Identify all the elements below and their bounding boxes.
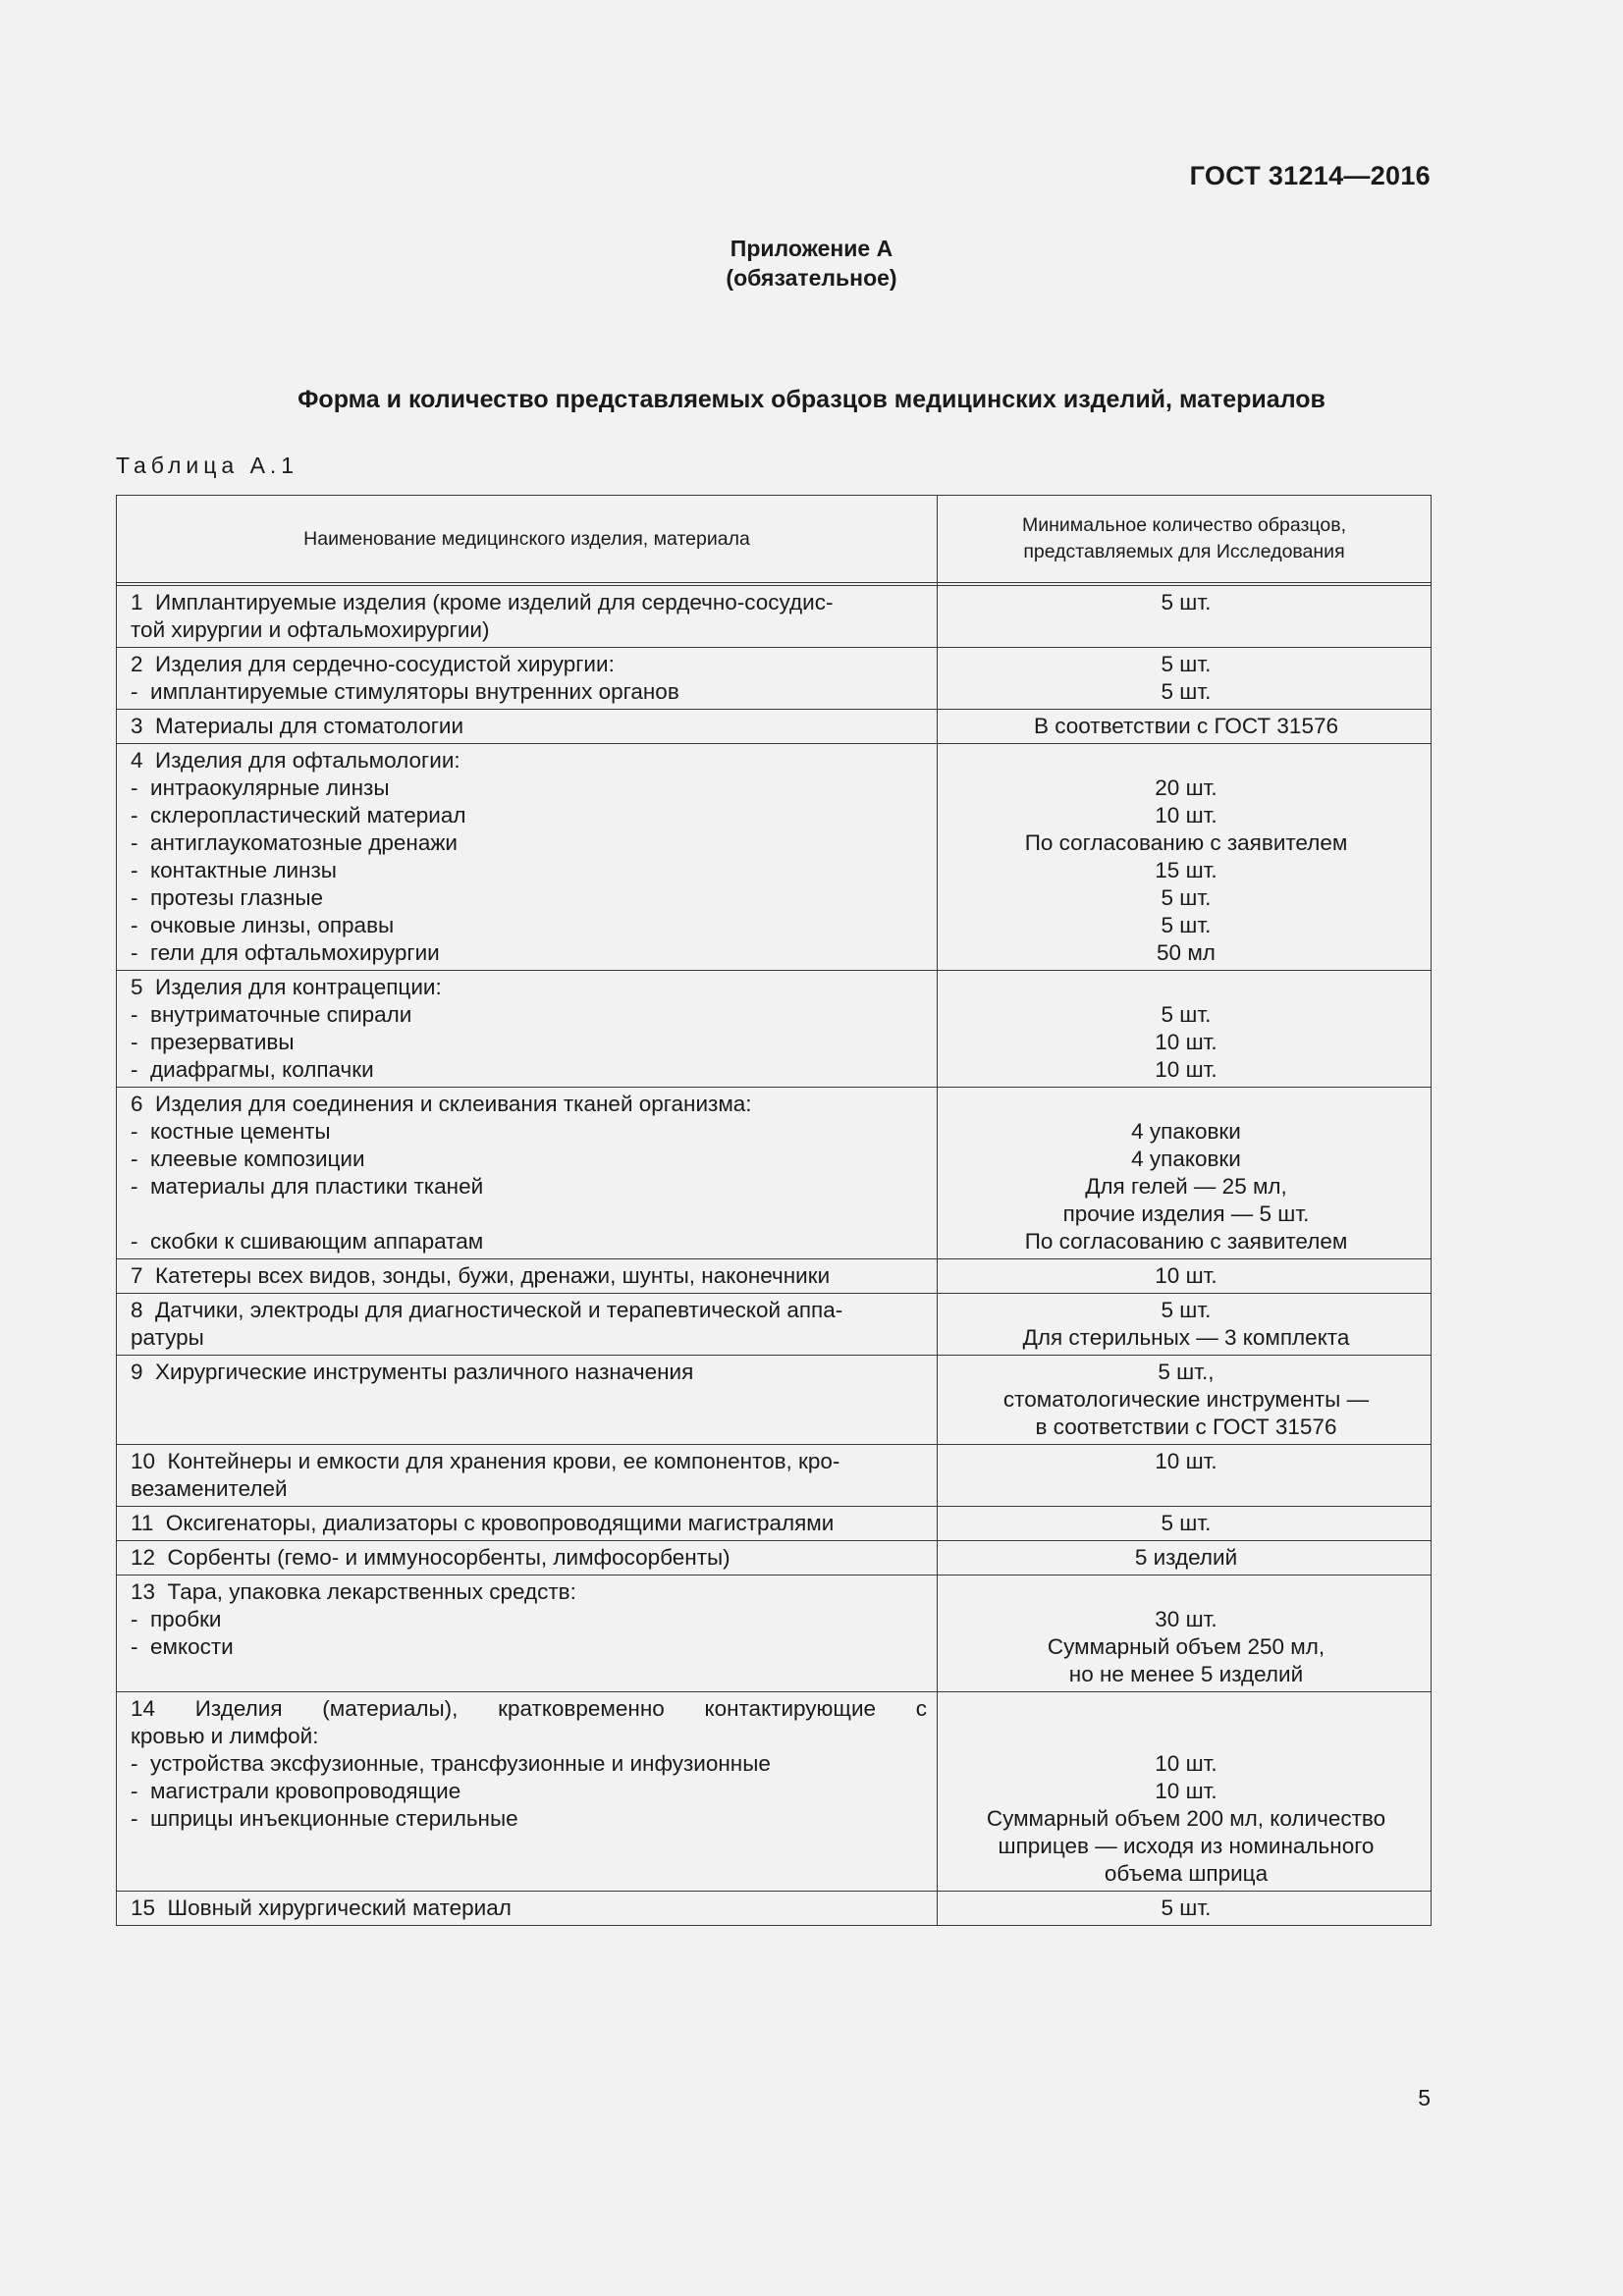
item-quantity-line: 5 изделий — [1134, 1545, 1238, 1570]
item-name-cell — [117, 1507, 938, 1541]
table-row — [117, 1294, 1432, 1356]
item-quantity-line: 50 мл — [1157, 940, 1216, 965]
item-quantity-line: 4 упаковки — [1131, 1119, 1241, 1144]
item-name-line: 14 Изделия (материалы), кратковременно контактирующие с — [131, 1696, 927, 1721]
table-row — [117, 648, 1432, 710]
item-quantity-cell — [938, 710, 1432, 744]
item-quantity-cell — [938, 1445, 1432, 1507]
item-name-cell — [117, 710, 938, 744]
item-name-line: везаменителей — [131, 1476, 288, 1501]
item-quantity-cell — [938, 586, 1432, 648]
item-quantity-line — [951, 1091, 1421, 1118]
item-quantity-line: В соответствии с ГОСТ 31576 — [1033, 714, 1338, 738]
item-name-line: - устройства эксфузионные, трансфузионные и инфузионные — [131, 1751, 771, 1776]
item-quantity-line: объема шприца — [1104, 1861, 1269, 1886]
item-name-line: - магистрали кровопроводящие — [131, 1779, 461, 1803]
item-name-line: 9 Хирургические инструменты различного назначения — [131, 1360, 694, 1384]
item-quantity-line: Для гелей — 25 мл, — [1085, 1174, 1287, 1199]
item-name-line: - пробки — [131, 1607, 222, 1631]
item-quantity-line: 5 шт. — [1161, 885, 1212, 910]
item-name-line: 4 Изделия для офтальмологии: — [131, 748, 460, 773]
column-header-quantity-line: представляемых для Исследования — [1023, 541, 1345, 562]
table-row — [117, 710, 1432, 744]
table-row — [117, 1356, 1432, 1445]
table-row — [117, 1088, 1432, 1259]
item-name-line: 10 Контейнеры и емкости для хранения крови, ее компонентов, кро- — [131, 1449, 840, 1473]
item-name-line: 1 Имплантируемые изделия (кроме изделий для сердечно-сосудис- — [131, 590, 834, 614]
table-header-row — [117, 496, 1432, 583]
item-quantity-line: 5 шт. — [1161, 1896, 1212, 1920]
item-name-line: - клеевые композиции — [131, 1147, 365, 1171]
item-quantity-line: Для стерильных — 3 комплекта — [1022, 1325, 1350, 1350]
item-name-line: - внутриматочные спирали — [131, 1002, 412, 1027]
samples-table — [116, 495, 1432, 1926]
item-quantity-cell — [938, 1294, 1432, 1356]
item-name-line: ратуры — [131, 1325, 204, 1350]
item-name-cell — [117, 1294, 938, 1356]
item-quantity-line: Суммарный объем 200 мл, количество — [986, 1806, 1386, 1831]
item-name-cell — [117, 648, 938, 710]
item-name-line: 12 Сорбенты (гемо- и иммуносорбенты, лимфосорбенты) — [131, 1545, 730, 1570]
item-quantity-line: 5 шт. — [1161, 913, 1212, 937]
page-number: 5 — [1418, 2085, 1431, 2110]
item-quantity-line: 5 шт. — [1161, 590, 1212, 614]
item-quantity-cell — [938, 1892, 1432, 1926]
item-name-line: 6 Изделия для соединения и склеивания тканей организма: — [131, 1092, 752, 1116]
item-quantity-line — [951, 1578, 1421, 1606]
item-quantity-line — [951, 747, 1421, 774]
item-quantity-line: 10 шт. — [1155, 1030, 1217, 1054]
item-name-line: - костные цементы — [131, 1119, 331, 1144]
item-name-cell — [117, 1575, 938, 1692]
item-quantity-line — [951, 1723, 1421, 1750]
item-quantity-line: 15 шт. — [1155, 858, 1217, 882]
item-quantity-cell — [938, 1692, 1432, 1892]
item-name-line: - скобки к сшивающим аппаратам — [131, 1229, 484, 1254]
item-quantity-line: 5 шт. — [1161, 679, 1212, 704]
item-name-cell — [117, 1356, 938, 1445]
column-header-quantity — [938, 496, 1432, 583]
table-row — [117, 971, 1432, 1088]
item-name-line: - емкости — [131, 1634, 234, 1659]
table-row — [117, 1259, 1432, 1294]
item-quantity-line — [951, 1695, 1421, 1723]
item-name-line: - диафрагмы, колпачки — [131, 1057, 374, 1082]
item-quantity-line: 4 упаковки — [1131, 1147, 1241, 1171]
item-quantity-line: 10 шт. — [1155, 1449, 1217, 1473]
table-caption: Таблица А.1 — [116, 453, 299, 478]
table-row — [117, 1507, 1432, 1541]
item-name-line: 15 Шовный хирургический материал — [131, 1896, 512, 1920]
item-quantity-line: шприцев — исходя из номинального — [998, 1834, 1375, 1858]
item-name-line: - гели для офтальмохирургии — [131, 940, 440, 965]
item-name-line: 8 Датчики, электроды для диагностической и терапевтической аппа- — [131, 1298, 843, 1322]
item-name-line: - имплантируемые стимуляторы внутренних органов — [131, 679, 679, 704]
item-quantity-cell — [938, 971, 1432, 1088]
document-title: Форма и количество представляемых образцов медицинских изделий, материалов — [298, 386, 1325, 413]
item-quantity-line: 10 шт. — [1155, 803, 1217, 828]
item-quantity-line: 5 шт. — [1161, 1298, 1212, 1322]
item-name-cell — [117, 1445, 938, 1507]
item-name-line: - очковые линзы, оправы — [131, 913, 395, 937]
item-name-line: - протезы глазные — [131, 885, 324, 910]
item-quantity-line: 5 шт. — [1161, 1511, 1212, 1535]
item-name-line: 7 Катетеры всех видов, зонды, бужи, дренажи, шунты, наконечники — [131, 1263, 831, 1288]
item-name-line: той хирургии и офтальмохирургии) — [131, 617, 490, 642]
item-quantity-cell — [938, 1507, 1432, 1541]
item-quantity-line: 5 шт. — [1161, 652, 1212, 676]
item-name-line: 11 Оксигенаторы, диализаторы с кровопроводящими магистралями — [131, 1511, 835, 1535]
item-quantity-line: По согласованию с заявителем — [1024, 1229, 1348, 1254]
item-name-line: 13 Тара, упаковка лекарственных средств: — [131, 1579, 576, 1604]
item-name-line: - материалы для пластики тканей — [131, 1174, 484, 1199]
item-quantity-line: По согласованию с заявителем — [1024, 830, 1348, 855]
item-name-line: 5 Изделия для контрацепции: — [131, 975, 442, 999]
item-name-cell — [117, 1892, 938, 1926]
item-name-cell — [117, 971, 938, 1088]
column-header-name: Наименование медицинского изделия, материала — [117, 496, 938, 583]
item-quantity-line: 10 шт. — [1155, 1779, 1217, 1803]
appendix-title: Приложение А — [730, 236, 893, 261]
table-row — [117, 1575, 1432, 1692]
item-quantity-line: 5 шт., — [1158, 1360, 1215, 1384]
standard-number: ГОСТ 31214—2016 — [1189, 161, 1431, 190]
item-quantity-cell — [938, 1541, 1432, 1575]
table-row — [117, 1541, 1432, 1575]
item-name-line: 3 Материалы для стоматологии — [131, 714, 464, 738]
column-header-quantity-line: Минимальное количество образцов, — [1022, 514, 1346, 536]
item-name-line: - интраокулярные линзы — [131, 775, 390, 800]
table-row — [117, 586, 1432, 648]
item-quantity-line: в соответствии с ГОСТ 31576 — [1035, 1415, 1337, 1439]
item-quantity-line: 5 шт. — [1161, 1002, 1212, 1027]
item-quantity-line: стоматологические инструменты — — [1002, 1387, 1370, 1412]
table-row — [117, 1892, 1432, 1926]
appendix-status: (обязательное) — [726, 265, 897, 291]
item-quantity-line — [951, 974, 1421, 1001]
item-name-line: кровью и лимфой: — [131, 1724, 319, 1748]
item-name-cell — [117, 586, 938, 648]
item-quantity-cell — [938, 1088, 1432, 1259]
item-quantity-cell — [938, 1575, 1432, 1692]
item-name-cell — [117, 744, 938, 971]
appendix-heading — [0, 234, 1623, 293]
item-name-line: - шприцы инъекционные стерильные — [131, 1806, 518, 1831]
item-quantity-line: 10 шт. — [1155, 1057, 1217, 1082]
item-quantity-cell — [938, 744, 1432, 971]
item-quantity-line: 30 шт. — [1155, 1607, 1217, 1631]
item-name-cell — [117, 1088, 938, 1259]
table-row — [117, 744, 1432, 971]
item-name-line: - контактные линзы — [131, 858, 337, 882]
item-quantity-line: 10 шт. — [1155, 1751, 1217, 1776]
item-name-line: - склеропластический материал — [131, 803, 466, 828]
item-name-line: - антиглаукоматозные дренажи — [131, 830, 458, 855]
item-name-cell — [117, 1541, 938, 1575]
item-quantity-line: 20 шт. — [1155, 775, 1217, 800]
table-row — [117, 1445, 1432, 1507]
item-quantity-line: Суммарный объем 250 мл, — [1047, 1634, 1325, 1659]
item-name-cell — [117, 1692, 938, 1892]
item-quantity-cell — [938, 1356, 1432, 1445]
item-name-line — [131, 1201, 927, 1228]
table-body — [117, 583, 1432, 1926]
item-quantity-line: 10 шт. — [1155, 1263, 1217, 1288]
item-quantity-line: прочие изделия — 5 шт. — [1062, 1201, 1310, 1226]
item-name-line: - презервативы — [131, 1030, 295, 1054]
item-name-cell — [117, 1259, 938, 1294]
item-name-line: 2 Изделия для сердечно-сосудистой хирургии: — [131, 652, 615, 676]
item-quantity-line: но не менее 5 изделий — [1068, 1662, 1304, 1686]
item-quantity-cell — [938, 648, 1432, 710]
table-row — [117, 1692, 1432, 1892]
item-quantity-cell — [938, 1259, 1432, 1294]
